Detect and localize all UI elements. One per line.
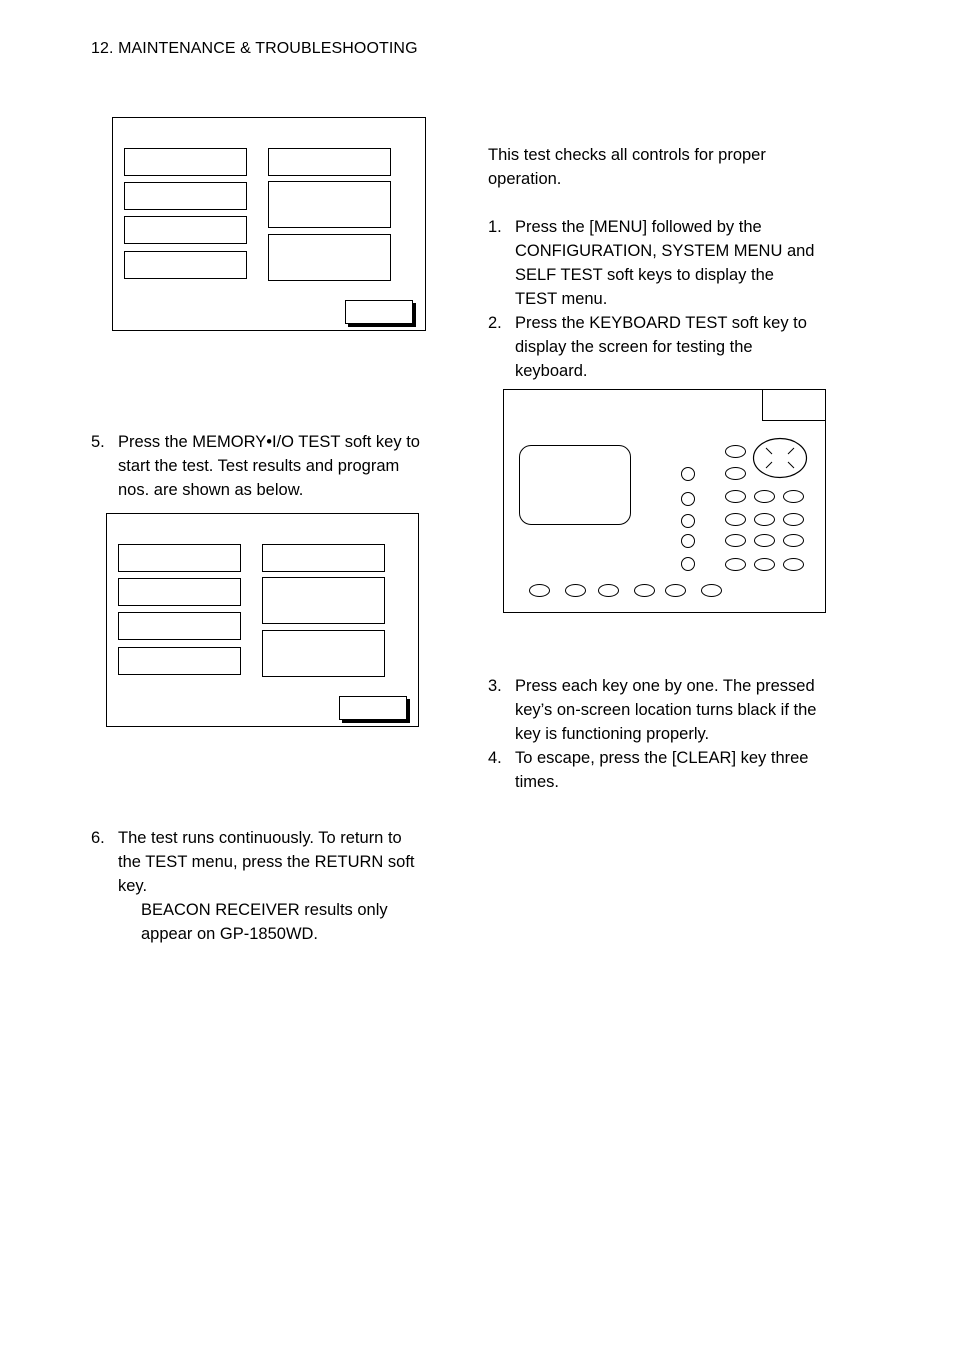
soft-key	[701, 584, 722, 597]
intro-line: operation.	[488, 170, 562, 188]
keypad-key	[783, 490, 804, 503]
intro-line: This test checks all controls for proper	[488, 146, 766, 164]
page-header: 12. MAINTENANCE & TROUBLESHOOTING	[91, 40, 418, 57]
oval-key	[725, 467, 746, 480]
soft-key	[565, 584, 586, 597]
keypad-key	[754, 558, 775, 571]
keypad-key	[754, 513, 775, 526]
step-number: 3.	[488, 677, 502, 695]
keyboard-test-intro	[488, 143, 848, 191]
soft-key	[665, 584, 686, 597]
step-6	[91, 826, 451, 898]
step-line: keyboard.	[515, 362, 588, 380]
menu-box	[118, 544, 241, 572]
step-line: Press the [MENU] followed by the	[515, 218, 762, 236]
memory-io-test-figure	[106, 513, 419, 727]
menu-box	[124, 251, 247, 279]
keypad-key	[783, 558, 804, 571]
step-line: nos. are shown as below.	[118, 481, 304, 499]
step-line: the TEST menu, press the RETURN soft	[118, 853, 415, 871]
step-4	[488, 746, 848, 794]
keypad-key	[783, 534, 804, 547]
result-box	[262, 630, 385, 677]
round-key	[681, 534, 695, 548]
keyboard-test-figure	[503, 389, 826, 613]
round-key	[681, 557, 695, 571]
step-line: Press each key one by one. The pressed	[515, 677, 815, 695]
round-key	[681, 467, 695, 481]
step-line: SELF TEST soft keys to display the	[515, 266, 774, 284]
step-3	[488, 674, 848, 746]
step-line: key’s on-screen location turns black if the	[515, 701, 817, 719]
step-2	[488, 311, 848, 383]
result-box	[268, 181, 391, 228]
step-number: 6.	[91, 829, 105, 847]
keypad-key	[725, 534, 746, 547]
step-5	[91, 430, 451, 502]
soft-key	[529, 584, 550, 597]
test-menu-figure	[112, 117, 426, 331]
step-line: To escape, press the [CLEAR] key three	[515, 749, 809, 767]
keypad-key	[725, 558, 746, 571]
step-number: 4.	[488, 749, 502, 767]
step-line: Press the MEMORY•I/O TEST soft key to	[118, 433, 420, 451]
menu-box	[118, 578, 241, 606]
keypad-key	[754, 490, 775, 503]
return-soft-key	[339, 696, 407, 720]
corner-box	[762, 389, 826, 421]
step-line: TEST menu.	[515, 290, 608, 308]
result-box	[268, 234, 391, 281]
result-box	[268, 148, 391, 176]
step-number: 2.	[488, 314, 502, 332]
result-box	[262, 544, 385, 572]
step-line: Press the KEYBOARD TEST soft key to	[515, 314, 807, 332]
keypad-key	[783, 513, 804, 526]
note-line: BEACON RECEIVER results only	[141, 901, 388, 919]
step-line: The test runs continuously. To return to	[118, 829, 402, 847]
oval-key	[725, 445, 746, 458]
round-key	[681, 514, 695, 528]
step-1	[488, 215, 848, 311]
keypad-key	[725, 513, 746, 526]
menu-box	[124, 182, 247, 210]
note-line: appear on GP-1850WD.	[141, 925, 319, 943]
display-screen	[519, 445, 631, 525]
menu-box	[118, 612, 241, 640]
soft-key	[634, 584, 655, 597]
round-key	[681, 492, 695, 506]
keypad-key	[754, 534, 775, 547]
step-line: key.	[118, 877, 148, 895]
step-number: 1.	[488, 218, 502, 236]
return-soft-key	[345, 300, 413, 324]
step-line: display the screen for testing the	[515, 338, 753, 356]
menu-box	[124, 148, 247, 176]
menu-box	[118, 647, 241, 675]
step-line: CONFIGURATION, SYSTEM MENU and	[515, 242, 815, 260]
step-line: start the test. Test results and program	[118, 457, 400, 475]
beacon-note	[141, 898, 451, 946]
step-line: key is functioning properly.	[515, 725, 710, 743]
step-line: times.	[515, 773, 560, 791]
step-number: 5.	[91, 433, 105, 451]
menu-box	[124, 216, 247, 244]
result-box	[262, 577, 385, 624]
cursor-pad-icon	[752, 437, 808, 479]
keypad-key	[725, 490, 746, 503]
soft-key	[598, 584, 619, 597]
